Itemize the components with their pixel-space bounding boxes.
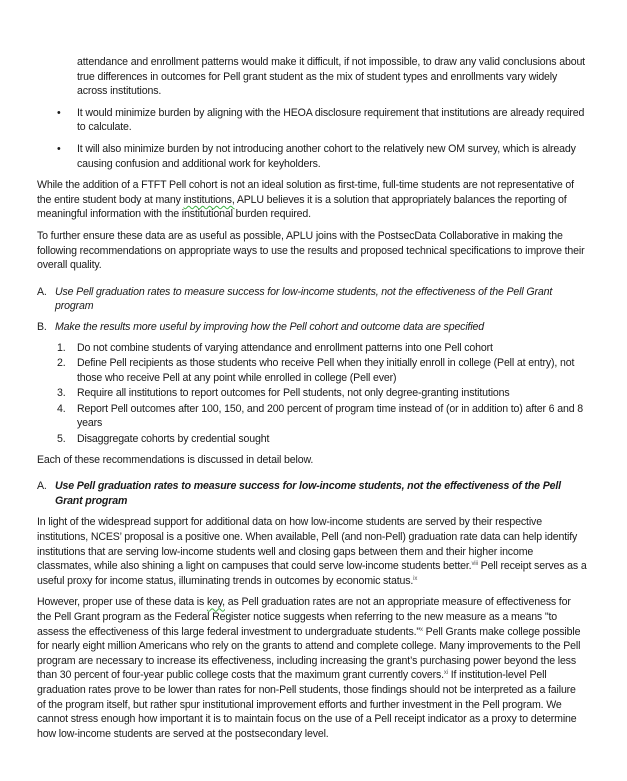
list-marker: B. <box>37 320 47 333</box>
bullet-marker-icon: • <box>57 142 61 155</box>
paragraph-light <box>37 515 587 588</box>
sub-recommendation-list <box>37 341 587 447</box>
paragraph-text: In light of the widespread support for additional data on how low-income students are served by their respective institutions, NCES’ proposal is a positive one. When available, Pell (and non-Pell) graduation rate data can help identify institutions that are serving low-income students well and closing gaps between them and their higher income classmates, while also shining a light on campuses that could serve low-income students better. <box>37 516 578 573</box>
bullet-list <box>37 106 587 171</box>
section-heading <box>37 479 587 508</box>
paragraph-each: Each of these recommendations is discussed in detail below. <box>37 453 314 466</box>
paragraph-text: APLU believes it is a solution that appropriately balances the reporting of meaningful information with the institutional burden required. <box>37 193 567 221</box>
sub-recommendation-text: Disaggregate cohorts by credential sought <box>77 433 270 446</box>
sub-recommendation-text: Require all institutions to report outcomes for Pell students, not only degree-granting institutions <box>77 387 510 400</box>
paragraph-however <box>37 595 587 741</box>
section-heading-text: Use Pell graduation rates to measure success for low-income students, not the effectiveness of the Pell Grant program <box>55 480 561 507</box>
sub-recommendation-item <box>37 356 587 385</box>
sub-recommendation-text: Report Pell outcomes after 100, 150, and 200 percent of program time instead of (or in addition to) after 6 and 8 years <box>77 402 583 430</box>
sub-recommendation-item <box>37 341 587 356</box>
recommendation-text: Make the results more useful by improving how the Pell cohort and outcome data are specified <box>55 320 485 333</box>
paragraph-text: If institution-level Pell graduation rates prove to be lower than rates for non-Pell students, those findings should not be interpreted as a failure of the program itself, but rather spur institutional improvement efforts and further investment in the Pell program. We cannot stress enough how important it is to maintain focus on the use of a Pell receipt indicator as a proxy to determine how low-income students are served at the postsecondary level. <box>37 669 577 740</box>
endnote-ref[interactable]: viii <box>471 561 478 568</box>
endnote-ref[interactable]: xi <box>443 670 448 677</box>
bullet-text: It would minimize burden by aligning with the HEOA disclosure requirement that institutions are already required to calculate. <box>77 106 585 134</box>
list-marker: 3. <box>57 387 66 400</box>
sub-recommendation-item <box>37 386 587 401</box>
paragraph-text: While the addition of a FTFT Pell cohort is not an ideal solution as first-time, full-time students are not representative of the entire student body at many <box>37 179 574 206</box>
list-marker: 1. <box>57 341 66 354</box>
bullet-marker-icon: • <box>57 106 61 119</box>
list-marker: A. <box>37 285 47 298</box>
intro-continuation: attendance and enrollment patterns would make it difficult, if not impossible, to draw any valid conclusions about true differences in outcomes for Pell grant student as the mix of student types and enrollments vary widely across institutions. <box>77 56 585 98</box>
list-marker: A. <box>37 480 47 493</box>
sub-recommendation-item <box>37 432 587 447</box>
list-marker: 4. <box>57 402 66 415</box>
spellcheck-flagged-word[interactable]: institutions, <box>183 193 235 206</box>
sub-recommendation-text: Define Pell recipients as those students who receive Pell when they initially enroll in college (Pell at entry), not those who receive Pell at any point while enrolled in college (Pell ever) <box>77 357 575 384</box>
paragraph-text: Pell Grants make college possible for nearly eight million Americans who rely on the grants to attend and complete college. Many improvements to the Pell program are necessary to increase its effectiveness, including increasing the grant’s purchasing power beyond the less than 30 percent of four-year public college costs that the maximum grant currently covers. <box>37 625 581 682</box>
bullet-text: It will also minimize burden by not introducing another cohort to the relatively new OM survey, which is already causing confusion and additional work for keyholders. <box>77 142 576 170</box>
paragraph-further: To further ensure these data are as useful as possible, APLU joins with the PostsecData Collaborative in making the following recommendations on appropriate ways to use the results and proposed technical specifications to improve their overall quality. <box>37 229 585 272</box>
sub-recommendation-text: Do not combine students of varying attendance and enrollment patterns into one Pell cohort <box>77 341 493 354</box>
document-page <box>37 55 587 748</box>
bullet-item <box>37 142 587 171</box>
paragraph-ftft <box>37 178 587 222</box>
recommendation-item <box>37 320 587 335</box>
paragraph-text: as Pell graduation rates are not an appropriate measure of effectiveness for the Pell Grant program as the Federal Register notice suggests when referring to the new measure as a means "to assess the effectiveness of this large federal investment to undergraduate students." <box>37 596 571 638</box>
paragraph-text: Pell receipt serves as a useful proxy for income status, illuminating trends in outcomes by economic status. <box>37 560 587 587</box>
paragraph-text: However, proper use of these data is <box>37 596 207 609</box>
list-marker: 5. <box>57 433 66 446</box>
endnote-ref[interactable]: ix <box>413 575 418 582</box>
recommendation-text: Use Pell graduation rates to measure success for low-income students, not the effectiveness of the Pell Grant program <box>55 285 553 313</box>
sub-recommendation-item <box>37 402 587 431</box>
recommendation-list <box>37 285 587 335</box>
recommendation-item <box>37 285 587 314</box>
list-marker: 2. <box>57 357 66 370</box>
bullet-item <box>37 106 587 135</box>
spellcheck-flagged-word[interactable]: key, <box>206 596 225 609</box>
endnote-ref[interactable]: x <box>420 626 423 633</box>
